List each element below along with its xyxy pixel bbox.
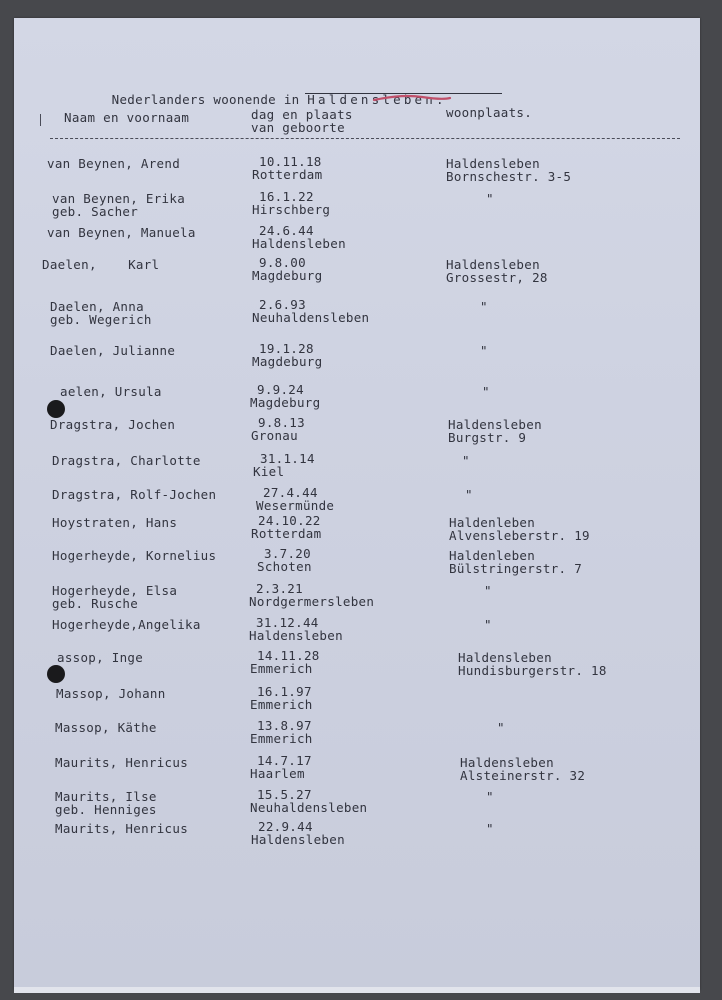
entry-name: van Beynen, Manuela	[47, 225, 196, 240]
entry-birth-place: Nordgermersleben	[249, 594, 375, 609]
entry-birth-place: Hirschberg	[252, 202, 331, 217]
entry-birth-place: Rotterdam	[252, 167, 323, 182]
header-residence: woonplaats.	[446, 105, 533, 120]
punch-hole	[47, 665, 65, 683]
header-birth-line1: dag en plaats	[251, 107, 353, 122]
entry-birth-date: 27.4.44	[263, 485, 318, 500]
entry-residence: "	[497, 720, 505, 735]
paper-edge	[14, 987, 700, 993]
entry-residence: "	[480, 299, 488, 314]
entry-residence: "	[462, 453, 470, 468]
entry-name-birth: geb. Wegerich	[50, 312, 152, 327]
entry-birth-date: 24.10.22	[258, 513, 321, 528]
entry-name: Maurits, Henricus	[55, 755, 189, 770]
entry-residence: Haldensleben	[458, 650, 552, 665]
entry-birth-date: 16.1.97	[257, 684, 312, 699]
entry-birth-date: 9.9.24	[257, 382, 304, 397]
entry-birth-date: 10.11.18	[259, 154, 322, 169]
entry-name: Daelen, Anna	[50, 299, 144, 314]
title-suffix: .	[436, 92, 444, 107]
entry-birth-place: Magdeburg	[252, 354, 323, 369]
entry-birth-date: 24.6.44	[259, 223, 314, 238]
entry-name: van Beynen, Arend	[47, 156, 181, 171]
entry-name: Daelen, Karl	[42, 257, 160, 272]
entry-birth-place: Emmerich	[250, 731, 313, 746]
header-rule	[50, 138, 680, 139]
entry-name: Hogerheyde, Kornelius	[52, 548, 217, 563]
entry-street: Grossestr, 28	[446, 270, 548, 285]
entry-residence: Haldensleben	[460, 755, 554, 770]
entry-residence: "	[484, 583, 492, 598]
entry-name-birth: geb. Rusche	[52, 596, 139, 611]
entry-name: van Beynen, Erika	[52, 191, 186, 206]
entry-name: Hogerheyde, Elsa	[52, 583, 178, 598]
entry-street: Bornschestr. 3-5	[446, 169, 572, 184]
entry-birth-place: Rotterdam	[251, 526, 322, 541]
punch-hole	[47, 400, 65, 418]
header-birth-line2: van geboorte	[251, 120, 345, 135]
entry-street: Hundisburgerstr. 18	[458, 663, 607, 678]
entry-birth-place: Kiel	[253, 464, 285, 479]
entry-birth-place: Magdeburg	[252, 268, 323, 283]
entry-residence: "	[465, 487, 473, 502]
entry-birth-date: 22.9.44	[258, 819, 313, 834]
entry-name: Maurits, Henricus	[55, 821, 189, 836]
entry-name: Massop, Johann	[56, 686, 166, 701]
entry-birth-date: 13.8.97	[257, 718, 312, 733]
entry-residence: Haldenleben	[449, 515, 536, 530]
entry-name: Hogerheyde,Angelika	[52, 617, 201, 632]
margin-tick	[40, 114, 41, 126]
entry-street: Burgstr. 9	[448, 430, 527, 445]
entry-street: Alvensleberstr. 19	[449, 528, 590, 543]
entry-birth-date: 3.7.20	[264, 546, 311, 561]
entry-birth-place: Haldensleben	[249, 628, 343, 643]
entry-name-birth: geb. Sacher	[52, 204, 139, 219]
entry-birth-place: Emmerich	[250, 697, 313, 712]
entry-name: assop, Inge	[57, 650, 144, 665]
entry-residence: "	[480, 343, 488, 358]
entry-residence: "	[484, 617, 492, 632]
entry-birth-place: Neuhaldensleben	[252, 310, 370, 325]
title-place: Haldensleben	[307, 92, 437, 107]
entry-birth-place: Haarlem	[250, 766, 305, 781]
entry-residence: "	[482, 384, 490, 399]
entry-name: Dragstra, Jochen	[50, 417, 176, 432]
entry-birth-place: Schoten	[257, 559, 312, 574]
entry-name: Maurits, Ilse	[55, 789, 157, 804]
entry-birth-date: 2.3.21	[256, 581, 303, 596]
header-name: Naam en voornaam	[64, 110, 190, 125]
entry-name: Daelen, Julianne	[50, 343, 176, 358]
entry-residence: Haldenleben	[449, 548, 536, 563]
entry-residence: "	[486, 789, 494, 804]
entry-name: aelen, Ursula	[60, 384, 162, 399]
entry-birth-date: 16.1.22	[259, 189, 314, 204]
entry-name: Massop, Käthe	[55, 720, 157, 735]
entry-birth-place: Wesermünde	[256, 498, 335, 513]
title-prefix: Nederlanders woonende in	[111, 92, 308, 107]
entry-birth-date: 31.12.44	[256, 615, 319, 630]
entry-name: Dragstra, Charlotte	[52, 453, 201, 468]
red-pencil-mark	[372, 92, 452, 104]
entry-street: Alsteinerstr. 32	[460, 768, 586, 783]
entry-residence: Haldensleben	[446, 156, 540, 171]
entry-residence: Haldensleben	[446, 257, 540, 272]
entry-residence: "	[486, 821, 494, 836]
entry-birth-date: 31.1.14	[260, 451, 315, 466]
entry-birth-date: 9.8.13	[258, 415, 305, 430]
entry-birth-place: Magdeburg	[250, 395, 321, 410]
entry-birth-date: 2.6.93	[259, 297, 306, 312]
entry-name-birth: geb. Henniges	[55, 802, 157, 817]
entry-birth-date: 14.7.17	[257, 753, 312, 768]
entry-birth-place: Neuhaldensleben	[250, 800, 368, 815]
entry-birth-place: Haldensleben	[252, 236, 346, 251]
entry-name: Hoystraten, Hans	[52, 515, 178, 530]
entry-birth-date: 15.5.27	[257, 787, 312, 802]
entry-birth-date: 19.1.28	[259, 341, 314, 356]
entry-name: Dragstra, Rolf-Jochen	[52, 487, 217, 502]
entry-residence: "	[486, 191, 494, 206]
entry-birth-place: Emmerich	[250, 661, 313, 676]
entry-birth-place: Gronau	[251, 428, 298, 443]
entry-street: Bülstringerstr. 7	[449, 561, 583, 576]
entry-birth-place: Haldensleben	[251, 832, 345, 847]
entry-birth-date: 14.11.28	[257, 648, 320, 663]
entry-residence: Haldensleben	[448, 417, 542, 432]
entry-birth-date: 9.8.00	[259, 255, 306, 270]
